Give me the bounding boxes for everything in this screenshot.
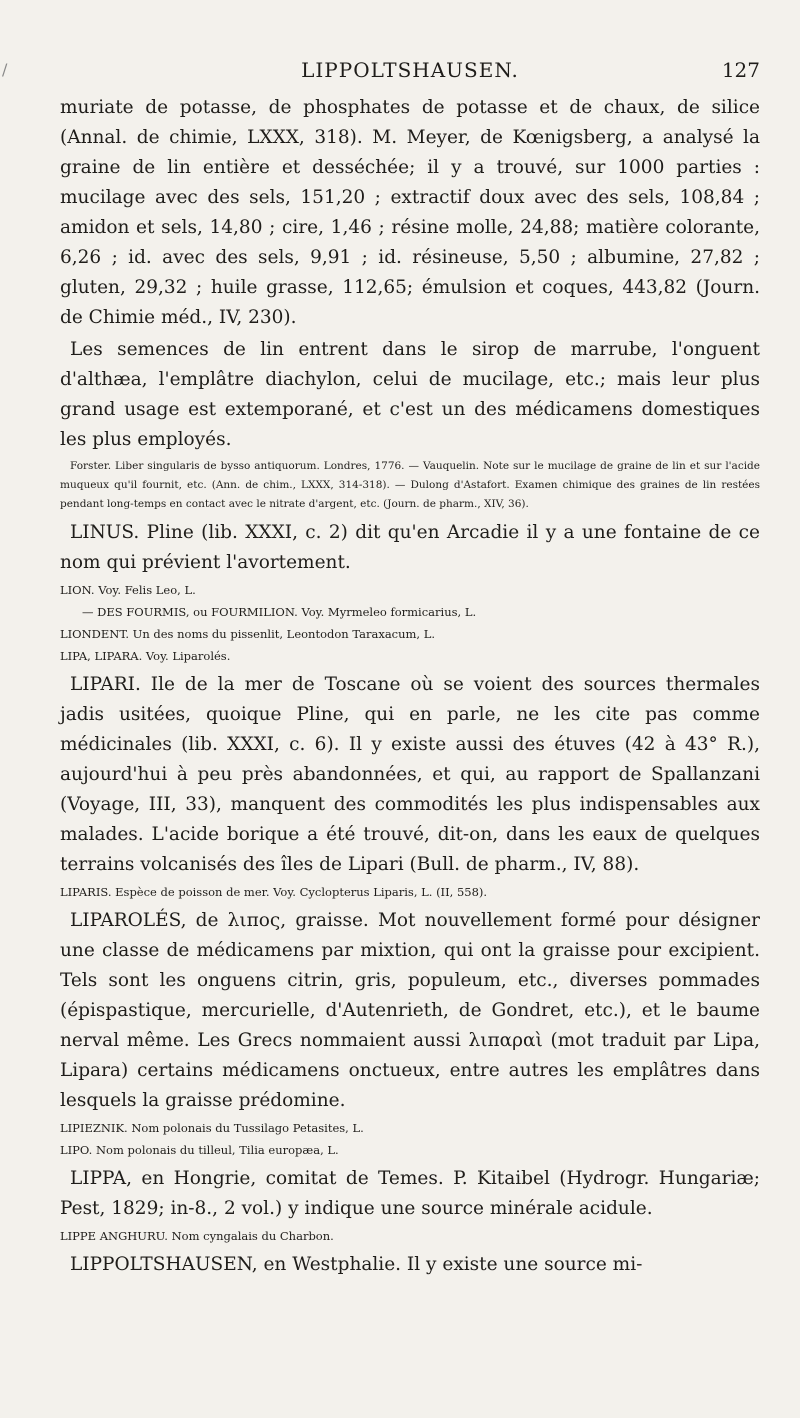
entry-liparis: LIPARIS. Espèce de poisson de mer. Voy. Cyclopterus Liparis, L. (II, 558). xyxy=(60,885,488,899)
entry-lipa: LIPA, LIPARA. Voy. Liparolés. xyxy=(60,649,231,663)
margin-mark: / xyxy=(2,60,8,79)
entry-lippa: LIPPA, en Hongrie, comitat de Temes. P. Kitaibel (Hydrogr. Hungariæ; Pest, 1829; in-8., 2 vol.) y indique une source minérale acidule. xyxy=(60,1168,760,1219)
entry-liondent: LIONDENT. Un des noms du pissenlit, Leontodon Taraxacum, L. xyxy=(60,627,436,641)
entry-lippoltshausen: LIPPOLTSHAUSEN, en Westphalie. Il y existe une source mi- xyxy=(70,1254,643,1275)
running-header xyxy=(60,58,760,88)
entry-linus: LINUS. Pline (lib. XXXI, c. 2) dit qu'en Arcadie il y a une fontaine de ce nom qui prévient l'avortement. xyxy=(60,522,760,573)
entry-lion: LION. Voy. Felis Leo, L. xyxy=(60,583,196,597)
entry-lipo: LIPO. Nom polonais du tilleul, Tilia europæa, L. xyxy=(60,1143,339,1157)
bibliography-note: Forster. Liber singularis de bysso antiquorum. Londres, 1776. — Vauquelin. Note sur le mucilage de graine de lin et sur l'acide muqueux qu'il fournit, etc. (Ann. de chim., LXXX, 314-318). — Dulong d'Astafort. Examen chimique des graines de lin restées pendant long-temps en contact avec le nitrate d'argent, etc. (Journ. de pharm., XIV, 36). xyxy=(60,460,760,510)
header-title: LIPPOLTSHAUSEN. xyxy=(301,58,519,82)
entry-liparoles: LIPAROLÉS, de λιπος, graisse. Mot nouvellement formé pour désigner une classe de médicamens par mixtion, qui ont la graisse pour excipient. Tels sont les onguens citrin, gris, populeum, etc., diverses pommades (épispastique, mercurielle, d'Autenrieth, de Gondret, etc.), et le baume nerval même. Les Grecs nommaient aussi λιπαραὶ (mot traduit par Lipa, Lipara) certains médicamens onctueux, entre autres les emplâtres dans lesquels la graisse prédomine. xyxy=(60,910,760,1111)
page-number: 127 xyxy=(721,58,760,82)
entry-lipari: LIPARI. Ile de la mer de Toscane où se voient des sources thermales jadis usitées, quoique Pline, qui en parle, ne les cite pas comme médicinales (lib. XXXI, c. 6). Il y existe aussi des étuves (42 à 43° R.), aujourd'hui à peu près abandonnées, et qui, au rapport de Spallanzani (Voyage, III, 33), manquent des commodités les plus indispensables aux malades. L'acide borique a été trouvé, dit-on, dans les eaux de quelques terrains volcanisés des îles de Lipari (Bull. de pharm., IV, 88). xyxy=(60,674,760,875)
page-body xyxy=(60,93,760,1282)
entry-lippe-anghuru: LIPPE ANGHURU. Nom cyngalais du Charbon. xyxy=(60,1229,334,1243)
paragraph-lin-uses: Les semences de lin entrent dans le sirop de marrube, l'onguent d'althæa, l'emplâtre diachylon, celui de mucilage, etc.; mais leur plus grand usage est extemporané, et c'est un des médicamens domestiques les plus employés. xyxy=(60,339,760,450)
entry-lipieznik: LIPIEZNIK. Nom polonais du Tussilago Petasites, L. xyxy=(60,1121,364,1135)
entry-lion-des-fourmis: — DES FOURMIS, ou FOURMILION. Voy. Myrmeleo formicarius, L. xyxy=(82,605,477,619)
paragraph-lin-analysis: muriate de potasse, de phosphates de potasse et de chaux, de silice (Annal. de chimie, LXXX, 318). M. Meyer, de Kœnigsberg, a analysé la graine de lin entière et desséchée; il y a trouvé, sur 1000 parties : mucilage avec des sels, 151,20 ; extractif doux avec des sels, 108,84 ; amidon et sels, 14,80 ; cire, 1,46 ; résine molle, 24,88; matière colorante, 6,26 ; id. avec des sels, 9,91 ; id. résineuse, 5,50 ; albumine, 27,82 ; gluten, 29,32 ; huile grasse, 112,65; émulsion et coques, 443,82 (Journ. de Chimie méd., IV, 230). xyxy=(60,97,760,328)
